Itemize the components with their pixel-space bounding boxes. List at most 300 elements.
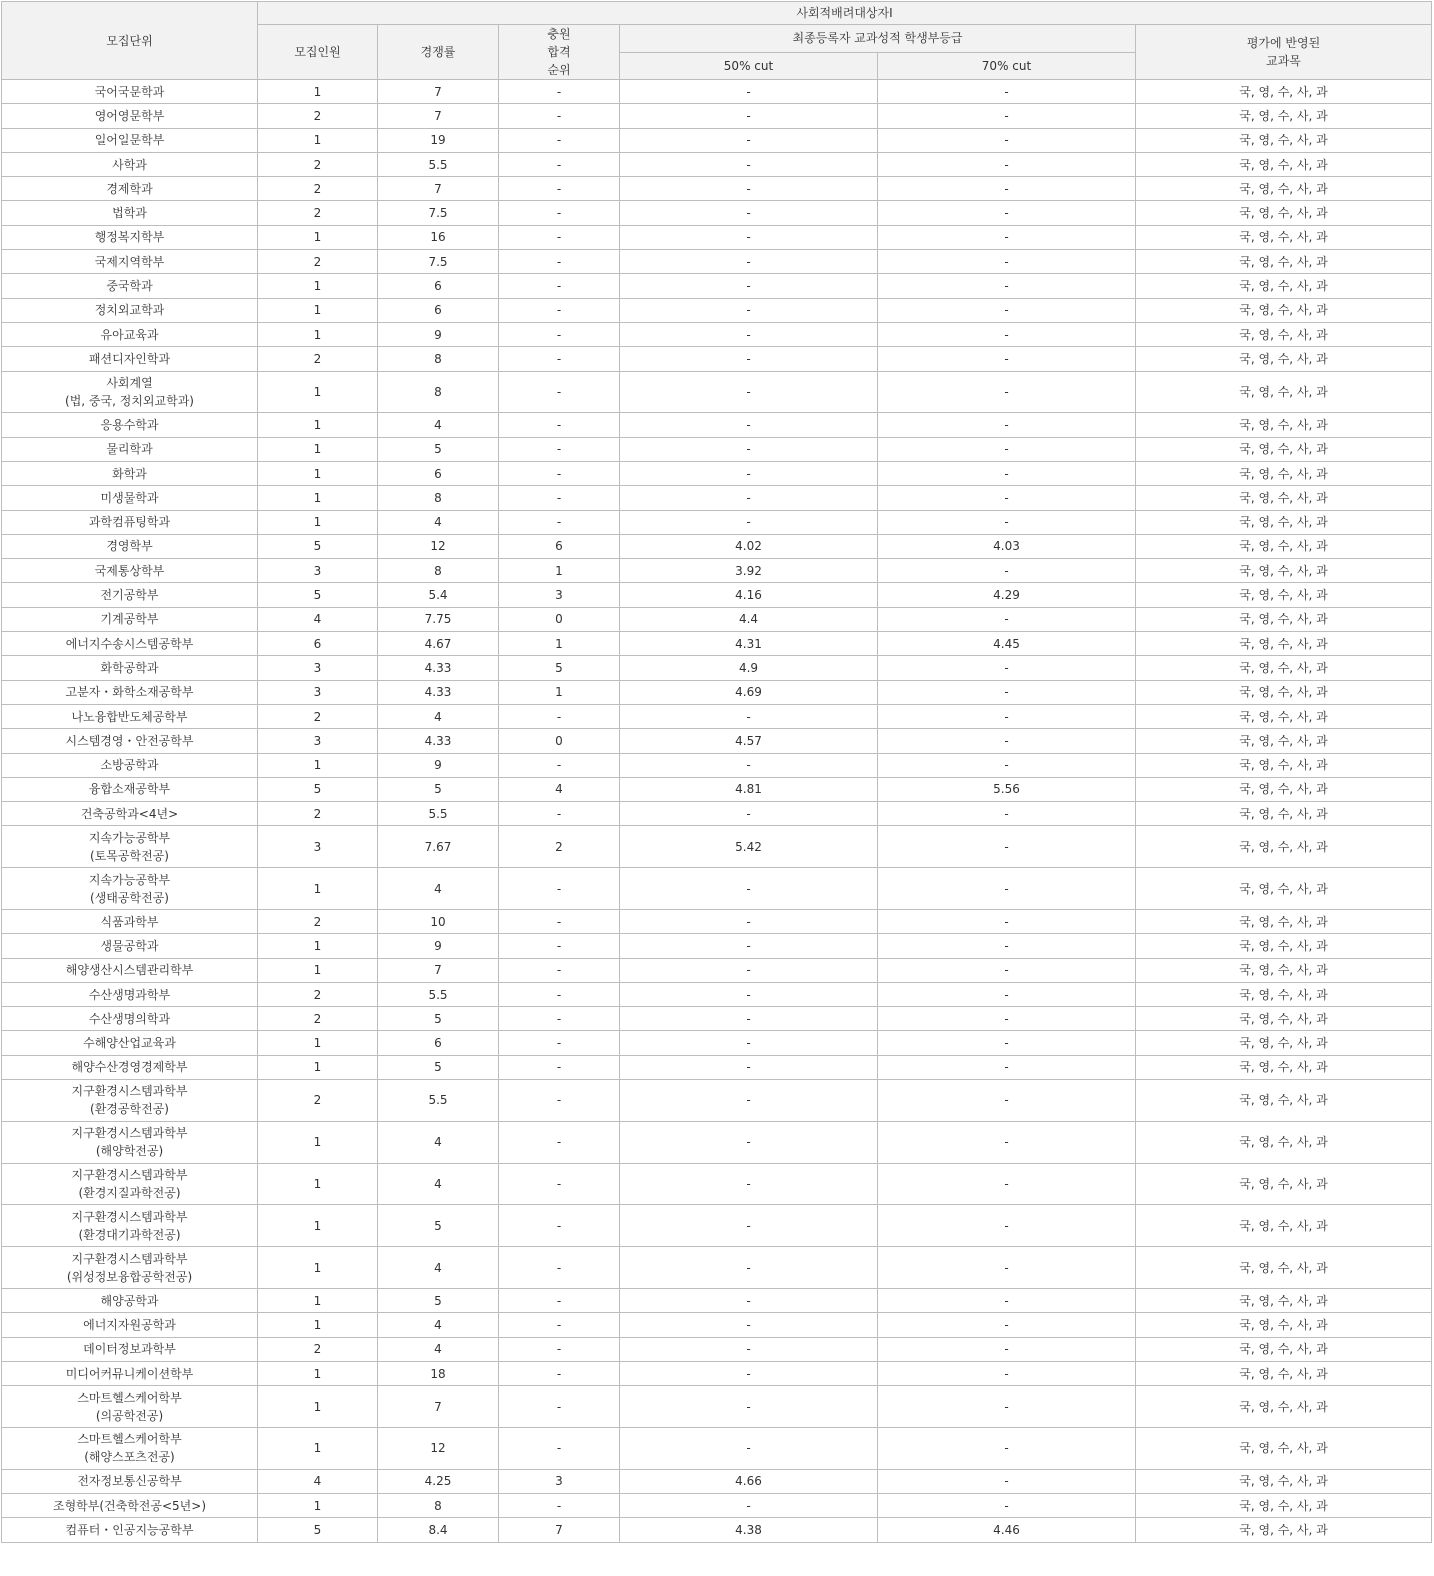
ratio-cell: 4 <box>378 1337 499 1361</box>
cut50-cell: - <box>620 347 878 371</box>
subjects-cell: 국, 영, 수, 사, 과 <box>1136 1361 1432 1385</box>
cut50-cell: - <box>620 1031 878 1055</box>
header-subjects: 평가에 반영된 교과목 <box>1136 25 1432 80</box>
rank-cell: - <box>499 1205 620 1247</box>
ratio-cell: 4 <box>378 1247 499 1289</box>
rank-cell: - <box>499 461 620 485</box>
cut70-cell: - <box>878 225 1136 249</box>
ratio-cell: 12 <box>378 534 499 558</box>
cut70-cell: - <box>878 274 1136 298</box>
table-row <box>2 753 1432 777</box>
ratio-cell: 8 <box>378 347 499 371</box>
quota-cell: 1 <box>258 322 378 346</box>
rank-cell: - <box>499 1031 620 1055</box>
quota-cell: 2 <box>258 104 378 128</box>
quota-cell: 4 <box>258 607 378 631</box>
cut70-cell: - <box>878 704 1136 728</box>
ratio-cell: 5.4 <box>378 583 499 607</box>
ratio-cell: 4 <box>378 510 499 534</box>
table-row <box>2 152 1432 176</box>
header-cut50: 50% cut <box>620 52 878 80</box>
cut50-cell: - <box>620 934 878 958</box>
rank-cell: - <box>499 1007 620 1031</box>
table-row <box>2 1313 1432 1337</box>
subjects-cell: 국, 영, 수, 사, 과 <box>1136 934 1432 958</box>
cut70-cell: - <box>878 1121 1136 1163</box>
quota-cell: 3 <box>258 826 378 868</box>
header-ratio: 경쟁률 <box>378 25 499 80</box>
cut50-cell: - <box>620 322 878 346</box>
cut70-cell: - <box>878 802 1136 826</box>
unit-cell: 화학공학과 <box>2 656 258 680</box>
cut70-cell: - <box>878 347 1136 371</box>
ratio-cell: 5 <box>378 777 499 801</box>
ratio-cell: 4 <box>378 413 499 437</box>
ratio-cell: 7 <box>378 1386 499 1428</box>
rank-cell: - <box>499 152 620 176</box>
subjects-cell: 국, 영, 수, 사, 과 <box>1136 868 1432 910</box>
table-row <box>2 1289 1432 1313</box>
subjects-cell: 국, 영, 수, 사, 과 <box>1136 802 1432 826</box>
ratio-cell: 4.25 <box>378 1469 499 1493</box>
cut50-cell: - <box>620 704 878 728</box>
quota-cell: 2 <box>258 250 378 274</box>
subjects-cell: 국, 영, 수, 사, 과 <box>1136 177 1432 201</box>
ratio-cell: 8 <box>378 1494 499 1518</box>
rank-cell: - <box>499 958 620 982</box>
cut70-cell: - <box>878 982 1136 1006</box>
quota-cell: 3 <box>258 729 378 753</box>
cut70-cell: - <box>878 437 1136 461</box>
ratio-cell: 7 <box>378 958 499 982</box>
subjects-cell: 국, 영, 수, 사, 과 <box>1136 1494 1432 1518</box>
unit-cell: 컴퓨터・인공지능공학부 <box>2 1518 258 1542</box>
cut50-cell: 5.42 <box>620 826 878 868</box>
header-rank: 충원 합격 순위 <box>499 25 620 80</box>
cut50-cell: 4.69 <box>620 680 878 704</box>
cut70-cell: - <box>878 177 1136 201</box>
unit-cell: 에너지수송시스템공학부 <box>2 632 258 656</box>
cut50-cell: - <box>620 104 878 128</box>
header-cut70: 70% cut <box>878 52 1136 80</box>
cut70-cell: 5.56 <box>878 777 1136 801</box>
ratio-cell: 4.33 <box>378 656 499 680</box>
quota-cell: 1 <box>258 371 378 413</box>
cut70-cell: - <box>878 1055 1136 1079</box>
cut70-cell: - <box>878 656 1136 680</box>
unit-cell: 데이터정보과학부 <box>2 1337 258 1361</box>
cut50-cell: 4.31 <box>620 632 878 656</box>
rank-cell: - <box>499 910 620 934</box>
subjects-cell: 국, 영, 수, 사, 과 <box>1136 1313 1432 1337</box>
rank-cell: - <box>499 1055 620 1079</box>
ratio-cell: 7 <box>378 177 499 201</box>
unit-cell: 화학과 <box>2 461 258 485</box>
cut70-cell: 4.29 <box>878 583 1136 607</box>
unit-cell: 유아교육과 <box>2 322 258 346</box>
table-row <box>2 510 1432 534</box>
quota-cell: 1 <box>258 461 378 485</box>
quota-cell: 1 <box>258 1289 378 1313</box>
ratio-cell: 6 <box>378 298 499 322</box>
cut70-cell: - <box>878 486 1136 510</box>
rank-cell: - <box>499 753 620 777</box>
rank-cell: 4 <box>499 777 620 801</box>
quota-cell: 2 <box>258 1337 378 1361</box>
rank-cell: 1 <box>499 559 620 583</box>
quota-cell: 1 <box>258 1386 378 1428</box>
unit-cell: 일어일문학부 <box>2 128 258 152</box>
rank-cell: 0 <box>499 607 620 631</box>
ratio-cell: 4.33 <box>378 729 499 753</box>
quota-cell: 1 <box>258 1163 378 1205</box>
ratio-cell: 5.5 <box>378 1080 499 1122</box>
unit-cell: 수해양산업교육과 <box>2 1031 258 1055</box>
header-grade: 최종등록자 교과성적 학생부등급 <box>620 25 1136 53</box>
quota-cell: 1 <box>258 958 378 982</box>
unit-cell: 지구환경시스템과학부 (해양학전공) <box>2 1121 258 1163</box>
quota-cell: 1 <box>258 1121 378 1163</box>
unit-cell: 해양생산시스템관리학부 <box>2 958 258 982</box>
unit-cell: 영어영문학부 <box>2 104 258 128</box>
unit-cell: 지구환경시스템과학부 (환경대기과학전공) <box>2 1205 258 1247</box>
quota-cell: 1 <box>258 437 378 461</box>
quota-cell: 2 <box>258 704 378 728</box>
subjects-cell: 국, 영, 수, 사, 과 <box>1136 777 1432 801</box>
subjects-cell: 국, 영, 수, 사, 과 <box>1136 322 1432 346</box>
subjects-cell: 국, 영, 수, 사, 과 <box>1136 250 1432 274</box>
quota-cell: 1 <box>258 1313 378 1337</box>
subjects-cell: 국, 영, 수, 사, 과 <box>1136 680 1432 704</box>
table-row <box>2 1163 1432 1205</box>
unit-cell: 식품과학부 <box>2 910 258 934</box>
unit-cell: 수산생명의학과 <box>2 1007 258 1031</box>
unit-cell: 소방공학과 <box>2 753 258 777</box>
cut50-cell: - <box>620 868 878 910</box>
subjects-cell: 국, 영, 수, 사, 과 <box>1136 152 1432 176</box>
subjects-cell: 국, 영, 수, 사, 과 <box>1136 704 1432 728</box>
table-row <box>2 298 1432 322</box>
unit-cell: 지속가능공학부 (생태공학전공) <box>2 868 258 910</box>
ratio-cell: 7 <box>378 80 499 104</box>
table-row <box>2 1007 1432 1031</box>
table-row <box>2 1518 1432 1542</box>
unit-cell: 정치외교학과 <box>2 298 258 322</box>
rank-cell: - <box>499 982 620 1006</box>
table-row <box>2 583 1432 607</box>
unit-cell: 생물공학과 <box>2 934 258 958</box>
unit-cell: 해양수산경영경제학부 <box>2 1055 258 1079</box>
rank-cell: 1 <box>499 632 620 656</box>
cut70-cell: - <box>878 1494 1136 1518</box>
table-row <box>2 534 1432 558</box>
ratio-cell: 16 <box>378 225 499 249</box>
table-row <box>2 777 1432 801</box>
subjects-cell: 국, 영, 수, 사, 과 <box>1136 1428 1432 1470</box>
ratio-cell: 5 <box>378 1007 499 1031</box>
rank-cell: - <box>499 1289 620 1313</box>
table-row <box>2 1494 1432 1518</box>
table-row <box>2 982 1432 1006</box>
unit-cell: 스마트헬스케어학부 (의공학전공) <box>2 1386 258 1428</box>
rank-cell: 3 <box>499 1469 620 1493</box>
unit-cell: 지구환경시스템과학부 (환경공학전공) <box>2 1080 258 1122</box>
subjects-cell: 국, 영, 수, 사, 과 <box>1136 632 1432 656</box>
rank-cell: - <box>499 274 620 298</box>
unit-cell: 건축공학과<4년> <box>2 802 258 826</box>
cut50-cell: 4.02 <box>620 534 878 558</box>
ratio-cell: 12 <box>378 1428 499 1470</box>
quota-cell: 1 <box>258 1055 378 1079</box>
cut50-cell: - <box>620 1121 878 1163</box>
cut50-cell: - <box>620 1337 878 1361</box>
cut70-cell: - <box>878 80 1136 104</box>
rank-cell: - <box>499 225 620 249</box>
rank-cell: - <box>499 201 620 225</box>
quota-cell: 5 <box>258 777 378 801</box>
table-row <box>2 868 1432 910</box>
cut70-cell: - <box>878 201 1136 225</box>
subjects-cell: 국, 영, 수, 사, 과 <box>1136 510 1432 534</box>
subjects-cell: 국, 영, 수, 사, 과 <box>1136 910 1432 934</box>
subjects-cell: 국, 영, 수, 사, 과 <box>1136 1031 1432 1055</box>
table-row <box>2 1205 1432 1247</box>
table-row <box>2 656 1432 680</box>
cut50-cell: - <box>620 1163 878 1205</box>
unit-cell: 융합소재공학부 <box>2 777 258 801</box>
quota-cell: 1 <box>258 1247 378 1289</box>
table-row <box>2 437 1432 461</box>
quota-cell: 3 <box>258 680 378 704</box>
table-row <box>2 104 1432 128</box>
table-row <box>2 371 1432 413</box>
ratio-cell: 7.67 <box>378 826 499 868</box>
cut70-cell: - <box>878 1163 1136 1205</box>
cut70-cell: - <box>878 1361 1136 1385</box>
cut50-cell: - <box>620 371 878 413</box>
rank-cell: - <box>499 177 620 201</box>
table-row <box>2 461 1432 485</box>
rank-cell: - <box>499 1337 620 1361</box>
ratio-cell: 7.75 <box>378 607 499 631</box>
cut70-cell: - <box>878 1247 1136 1289</box>
quota-cell: 5 <box>258 1518 378 1542</box>
ratio-cell: 9 <box>378 753 499 777</box>
ratio-cell: 6 <box>378 274 499 298</box>
quota-cell: 2 <box>258 152 378 176</box>
unit-cell: 해양공학과 <box>2 1289 258 1313</box>
ratio-cell: 5.5 <box>378 152 499 176</box>
cut50-cell: - <box>620 177 878 201</box>
table-row <box>2 486 1432 510</box>
subjects-cell: 국, 영, 수, 사, 과 <box>1136 413 1432 437</box>
quota-cell: 2 <box>258 177 378 201</box>
subjects-cell: 국, 영, 수, 사, 과 <box>1136 534 1432 558</box>
cut70-cell: - <box>878 868 1136 910</box>
rank-cell: - <box>499 250 620 274</box>
quota-cell: 1 <box>258 1031 378 1055</box>
quota-cell: 1 <box>258 1428 378 1470</box>
cut70-cell: - <box>878 1337 1136 1361</box>
ratio-cell: 6 <box>378 1031 499 1055</box>
rank-cell: - <box>499 104 620 128</box>
rank-cell: - <box>499 413 620 437</box>
subjects-cell: 국, 영, 수, 사, 과 <box>1136 298 1432 322</box>
cut50-cell: - <box>620 437 878 461</box>
table-row <box>2 177 1432 201</box>
ratio-cell: 10 <box>378 910 499 934</box>
cut70-cell: - <box>878 461 1136 485</box>
rank-cell: 3 <box>499 583 620 607</box>
quota-cell: 2 <box>258 802 378 826</box>
subjects-cell: 국, 영, 수, 사, 과 <box>1136 607 1432 631</box>
subjects-cell: 국, 영, 수, 사, 과 <box>1136 559 1432 583</box>
rank-cell: 1 <box>499 680 620 704</box>
ratio-cell: 5.5 <box>378 982 499 1006</box>
rank-cell: - <box>499 1080 620 1122</box>
quota-cell: 1 <box>258 486 378 510</box>
cut50-cell: - <box>620 413 878 437</box>
unit-cell: 응용수학과 <box>2 413 258 437</box>
admission-results-table <box>1 1 1432 1543</box>
subjects-cell: 국, 영, 수, 사, 과 <box>1136 1518 1432 1542</box>
ratio-cell: 6 <box>378 461 499 485</box>
ratio-cell: 8 <box>378 371 499 413</box>
table-row <box>2 201 1432 225</box>
cut50-cell: - <box>620 1055 878 1079</box>
unit-cell: 지속가능공학부 (토목공학전공) <box>2 826 258 868</box>
cut50-cell: - <box>620 910 878 934</box>
header-quota: 모집인원 <box>258 25 378 80</box>
unit-cell: 지구환경시스템과학부 (위성정보융합공학전공) <box>2 1247 258 1289</box>
subjects-cell: 국, 영, 수, 사, 과 <box>1136 274 1432 298</box>
ratio-cell: 9 <box>378 322 499 346</box>
cut50-cell: 4.16 <box>620 583 878 607</box>
cut50-cell: - <box>620 1386 878 1428</box>
cut50-cell: - <box>620 1428 878 1470</box>
cut70-cell: - <box>878 322 1136 346</box>
rank-cell: - <box>499 934 620 958</box>
unit-cell: 물리학과 <box>2 437 258 461</box>
header-unit: 모집단위 <box>2 2 258 80</box>
ratio-cell: 19 <box>378 128 499 152</box>
subjects-cell: 국, 영, 수, 사, 과 <box>1136 1121 1432 1163</box>
table-row <box>2 80 1432 104</box>
table-row <box>2 1386 1432 1428</box>
cut50-cell: 4.81 <box>620 777 878 801</box>
ratio-cell: 4.67 <box>378 632 499 656</box>
ratio-cell: 5 <box>378 1289 499 1313</box>
quota-cell: 3 <box>258 559 378 583</box>
subjects-cell: 국, 영, 수, 사, 과 <box>1136 1247 1432 1289</box>
unit-cell: 중국학과 <box>2 274 258 298</box>
ratio-cell: 4 <box>378 1313 499 1337</box>
table-row <box>2 1055 1432 1079</box>
subjects-cell: 국, 영, 수, 사, 과 <box>1136 729 1432 753</box>
cut70-cell: - <box>878 934 1136 958</box>
cut50-cell: 4.66 <box>620 1469 878 1493</box>
subjects-cell: 국, 영, 수, 사, 과 <box>1136 1055 1432 1079</box>
ratio-cell: 5 <box>378 437 499 461</box>
quota-cell: 1 <box>258 80 378 104</box>
cut50-cell: - <box>620 510 878 534</box>
quota-cell: 1 <box>258 298 378 322</box>
quota-cell: 1 <box>258 868 378 910</box>
cut50-cell: - <box>620 461 878 485</box>
subjects-cell: 국, 영, 수, 사, 과 <box>1136 1289 1432 1313</box>
rank-cell: 6 <box>499 534 620 558</box>
rank-cell: - <box>499 1247 620 1289</box>
cut70-cell: - <box>878 298 1136 322</box>
cut50-cell: - <box>620 1205 878 1247</box>
cut50-cell: - <box>620 802 878 826</box>
subjects-cell: 국, 영, 수, 사, 과 <box>1136 1386 1432 1428</box>
ratio-cell: 8.4 <box>378 1518 499 1542</box>
rank-cell: - <box>499 1313 620 1337</box>
ratio-cell: 4 <box>378 1163 499 1205</box>
rank-cell: - <box>499 1121 620 1163</box>
unit-cell: 전기공학부 <box>2 583 258 607</box>
cut70-cell: - <box>878 1289 1136 1313</box>
rank-cell: - <box>499 486 620 510</box>
unit-cell: 전자정보통신공학부 <box>2 1469 258 1493</box>
cut70-cell: - <box>878 250 1136 274</box>
quota-cell: 6 <box>258 632 378 656</box>
rank-cell: 2 <box>499 826 620 868</box>
subjects-cell: 국, 영, 수, 사, 과 <box>1136 80 1432 104</box>
cut50-cell: 3.92 <box>620 559 878 583</box>
quota-cell: 1 <box>258 225 378 249</box>
subjects-cell: 국, 영, 수, 사, 과 <box>1136 1469 1432 1493</box>
unit-cell: 기계공학부 <box>2 607 258 631</box>
unit-cell: 에너지자원공학과 <box>2 1313 258 1337</box>
unit-cell: 경영학부 <box>2 534 258 558</box>
quota-cell: 1 <box>258 510 378 534</box>
rank-cell: - <box>499 80 620 104</box>
table-row <box>2 559 1432 583</box>
cut50-cell: - <box>620 1247 878 1289</box>
quota-cell: 1 <box>258 413 378 437</box>
table-row <box>2 128 1432 152</box>
unit-cell: 미디어커뮤니케이션학부 <box>2 1361 258 1385</box>
cut50-cell: - <box>620 152 878 176</box>
rank-cell: - <box>499 322 620 346</box>
cut70-cell: - <box>878 510 1136 534</box>
ratio-cell: 7.5 <box>378 201 499 225</box>
cut70-cell: - <box>878 152 1136 176</box>
unit-cell: 경제학과 <box>2 177 258 201</box>
cut70-cell: - <box>878 826 1136 868</box>
unit-cell: 국제지역학부 <box>2 250 258 274</box>
quota-cell: 2 <box>258 982 378 1006</box>
cut70-cell: - <box>878 413 1136 437</box>
cut50-cell: - <box>620 1494 878 1518</box>
table-row <box>2 1121 1432 1163</box>
quota-cell: 2 <box>258 1080 378 1122</box>
cut70-cell: - <box>878 753 1136 777</box>
cut70-cell: - <box>878 1080 1136 1122</box>
table-row <box>2 934 1432 958</box>
unit-cell: 수산생명과학부 <box>2 982 258 1006</box>
table-row <box>2 704 1432 728</box>
subjects-cell: 국, 영, 수, 사, 과 <box>1136 583 1432 607</box>
ratio-cell: 7.5 <box>378 250 499 274</box>
table-row <box>2 1031 1432 1055</box>
ratio-cell: 4 <box>378 1121 499 1163</box>
ratio-cell: 4 <box>378 868 499 910</box>
table-row <box>2 413 1432 437</box>
rank-cell: - <box>499 1361 620 1385</box>
